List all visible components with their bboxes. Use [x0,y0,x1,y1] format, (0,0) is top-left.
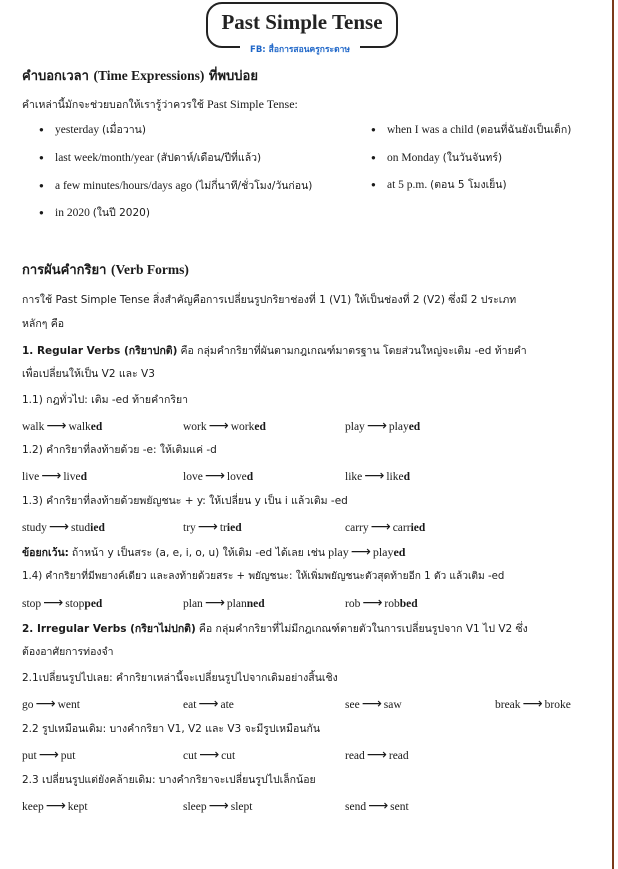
arrow-icon: ⟶ [361,696,382,712]
verb-past: put [60,750,76,762]
verb-past: read [388,750,409,762]
item-en: last week/month/year [55,152,154,164]
verb-past: kept [67,801,88,813]
heading-thai: การผันคำกริยา [22,263,107,278]
time-expressions-heading [22,68,258,85]
verb-base: work [183,421,207,433]
verb-past: slept [230,801,253,813]
verb-stem: plan [226,598,247,610]
verb-stem: tr [219,522,227,534]
item-th: (ในวันจันทร์) [442,152,503,164]
page-title: Past Simple Tense [221,10,383,34]
arrow-icon: ⟶ [45,798,66,814]
regular-title: 1. Regular Verbs (กริยาปกติ) [22,345,178,357]
arrow-icon: ⟶ [46,418,67,434]
verb-stem: play [388,421,409,433]
verb-base: cut [183,750,198,762]
verb-base: put [22,750,37,762]
verb-stem: like [386,471,404,483]
rule-1-1: 1.1) กฎทั่วไป: เติม -ed ท้ายคำกริยา [22,394,189,406]
verb-stem: stud [71,522,91,534]
verb-base: live [22,471,40,483]
arrow-icon: ⟶ [366,747,387,763]
irregular-title: 2. Irregular Verbs (กริยาไม่ปกติ) [22,623,196,635]
verb-ending: ped [84,598,103,610]
verb-stem: live [63,471,81,483]
verb-pair [183,595,265,612]
time-item [55,178,312,194]
verb-pair [183,747,235,764]
title-frame [206,2,398,48]
verb-base: keep [22,801,44,813]
verb-past: broke [544,699,571,711]
verb-base: love [183,471,203,483]
verb-stem: carr [392,522,411,534]
verb-pair [345,519,425,536]
verb-base: try [183,522,196,534]
time-item [387,177,507,193]
verb-base: carry [345,522,369,534]
regular-verbs-heading [22,342,527,359]
regular-desc-line-2: เพื่อเปลี่ยนให้เป็น V2 และ V3 [22,368,155,380]
verb-past: sent [390,801,409,813]
verb-base: rob [345,598,361,610]
time-item [55,205,150,221]
verb-ending: ed [254,421,266,433]
verb-base: eat [183,699,197,711]
arrow-icon: ⟶ [197,519,218,535]
exception-note [22,544,405,561]
item-en: in 2020 [55,207,90,219]
verb-pair [183,418,266,435]
arrow-icon: ⟶ [368,798,389,814]
arrow-icon: ⟶ [370,519,391,535]
verb-ending: d [246,471,254,483]
verb-ending: ed [393,545,406,559]
verb-base: plan [183,598,203,610]
time-item [55,150,261,166]
arrow-icon: ⟶ [204,468,225,484]
verb-ending: ned [246,598,265,610]
verb-base: send [345,801,367,813]
verb-base: study [22,522,47,534]
rule-1-2: 1.2) คำกริยาที่ลงท้ายด้วย -e: ให้เติมแค่ -d [22,444,217,456]
verb-stem: play [372,545,394,559]
verb-pair [22,696,80,713]
exception-text: ถ้าหน้า y เป็นสระ (a, e, i, o, u) ให้เติม -ed ได้เลย เช่น [71,547,326,559]
verb-pair [345,747,409,764]
regular-desc: คือ กลุ่มคำกริยาที่ผันตามกฎเกณฑ์มาตรฐาน โดยส่วนใหญ่จะเติม -ed ท้ายคำ [180,345,527,357]
item-th: (ตอน 5 โมงเย็น) [430,179,507,191]
verb-pair [183,468,253,485]
verb-pair [495,696,571,713]
rule-1-4: 1.4) คำกริยาที่มีพยางค์เดียว และลงท้ายด้วยสระ + พยัญชนะ: ให้เพิ่มพยัญชนะตัวสุดท้ายอีก 1 ตัว แล้วเติม -ed [22,571,505,582]
heading-tail: ที่พบบ่อย [208,69,258,84]
page-edge-rule [612,0,614,869]
verb-stem: stop [65,598,85,610]
verb-base: break [495,699,521,711]
verb-pair [22,798,88,815]
exception-label: ข้อยกเว้น: [22,547,69,559]
rule-2-3: 2.3 เปลี่ยนรูปแต่ยังคล้ายเดิม: บางคำกริยาจะเปลี่ยนรูปไปเล็กน้อย [22,774,316,786]
verb-pair [345,468,410,485]
verb-base: sleep [183,801,207,813]
arrow-icon: ⟶ [38,747,59,763]
time-item [55,122,146,138]
arrow-icon: ⟶ [204,595,225,611]
verb-base: like [345,471,363,483]
verb-past: went [57,699,80,711]
verb-ending: ed [408,421,421,433]
verb-intro-line-2: หลักๆ คือ [22,318,65,330]
verb-past: ate [220,699,234,711]
verb-pair [22,747,75,764]
heading-thai: คำบอกเวลา [22,69,89,84]
irregular-verbs-heading [22,620,528,637]
verb-ending: ied [226,522,242,534]
verb-ending: d [403,471,410,483]
verb-intro-line-1: การใช้ Past Simple Tense สิ่งสำคัญคือการเปลี่ยนรูปกริยาช่องที่ 1 (V1) ให้เป็นช่องที่ 2 (V2) ซึ่งมี 2 ประเภท [22,294,517,306]
item-th: (เมื่อวาน) [101,124,146,136]
irregular-desc-line-2: ต้องอาศัยการท่องจำ [22,646,114,658]
arrow-icon: ⟶ [199,747,220,763]
arrow-icon: ⟶ [208,418,229,434]
verb-past: saw [383,699,402,711]
arrow-icon: ⟶ [362,595,383,611]
verb-pair [345,798,409,815]
verb-forms-heading [22,262,189,279]
verb-pair [183,696,234,713]
verb-stem: love [226,471,247,483]
heading-en: (Time Expressions) [93,68,205,83]
arrow-icon: ⟶ [364,468,385,484]
verb-base: walk [22,421,45,433]
rule-2-2: 2.2 รูปเหมือนเดิม: บางคำกริยา V1, V2 และ V3 จะมีรูปเหมือนกัน [22,723,321,735]
item-th: (ในปี 2020) [92,207,150,219]
verb-pair [345,418,420,435]
verb-ending: ed [90,421,103,433]
item-en: at 5 p.m. [387,179,428,191]
verb-pair [345,595,418,612]
arrow-icon: ⟶ [48,519,69,535]
item-th: (ตอนที่ฉันยังเป็นเด็ก) [476,124,572,136]
item-th: (ไม่กี่นาที/ชั่วโมง/วันก่อน) [194,180,313,192]
verb-pair [183,519,242,536]
verb-base: play [328,545,349,559]
time-item [387,150,502,166]
irregular-desc: คือ กลุ่มคำกริยาที่ไม่มีกฎเกณฑ์ตายตัวในการเปลี่ยนรูปจาก V1 ไป V2 ซึ่ง [198,623,528,635]
arrow-icon: ⟶ [350,544,371,560]
verb-pair [345,696,402,713]
arrow-icon: ⟶ [41,468,62,484]
arrow-icon: ⟶ [198,696,219,712]
rule-1-3: 1.3) คำกริยาที่ลงท้ายด้วยพยัญชนะ + y: ให้เปลี่ยน y เป็น i แล้วเติม -ed [22,495,348,507]
verb-pair [22,595,102,612]
verb-pair [22,468,87,485]
item-th: (สัปดาห์/เดือน/ปีที่แล้ว) [156,152,262,164]
verb-base: stop [22,598,42,610]
verb-base: play [345,421,365,433]
verb-stem: work [230,421,255,433]
intro-en: Past Simple Tense: [206,97,298,111]
verb-stem: walk [68,421,91,433]
item-en: on Monday [387,152,440,164]
item-en: when I was a child [387,124,474,136]
arrow-icon: ⟶ [43,595,64,611]
verb-pair [22,519,105,536]
verb-ending: ied [90,522,105,534]
arrow-icon: ⟶ [366,418,387,434]
verb-pair [183,798,252,815]
arrow-icon: ⟶ [35,696,56,712]
page-subtitle: FB: สื่อการสอนครูกระดาษ [240,44,360,56]
heading-en: (Verb Forms) [110,262,189,277]
verb-base: read [345,750,365,762]
verb-stem: rob [384,598,400,610]
verb-pair [22,418,102,435]
verb-base: see [345,699,360,711]
verb-base: go [22,699,34,711]
time-item [387,122,571,138]
rule-2-1: 2.1เปลี่ยนรูปไปเลย: คำกริยาเหล่านี้จะเปลี่ยนรูปไปจากเดิมอย่างสิ้นเชิง [22,672,338,684]
item-en: a few minutes/hours/days ago [55,180,193,192]
item-en: yesterday [55,124,100,136]
verb-ending: ied [410,522,426,534]
arrow-icon: ⟶ [208,798,229,814]
time-intro [22,96,298,113]
verb-ending: d [80,471,87,483]
verb-past: cut [221,750,236,762]
intro-thai: คำเหล่านี้มักจะช่วยบอกให้เรารู้ว่าควรใช้ [22,99,204,111]
verb-ending: bed [399,598,418,610]
arrow-icon: ⟶ [522,696,543,712]
